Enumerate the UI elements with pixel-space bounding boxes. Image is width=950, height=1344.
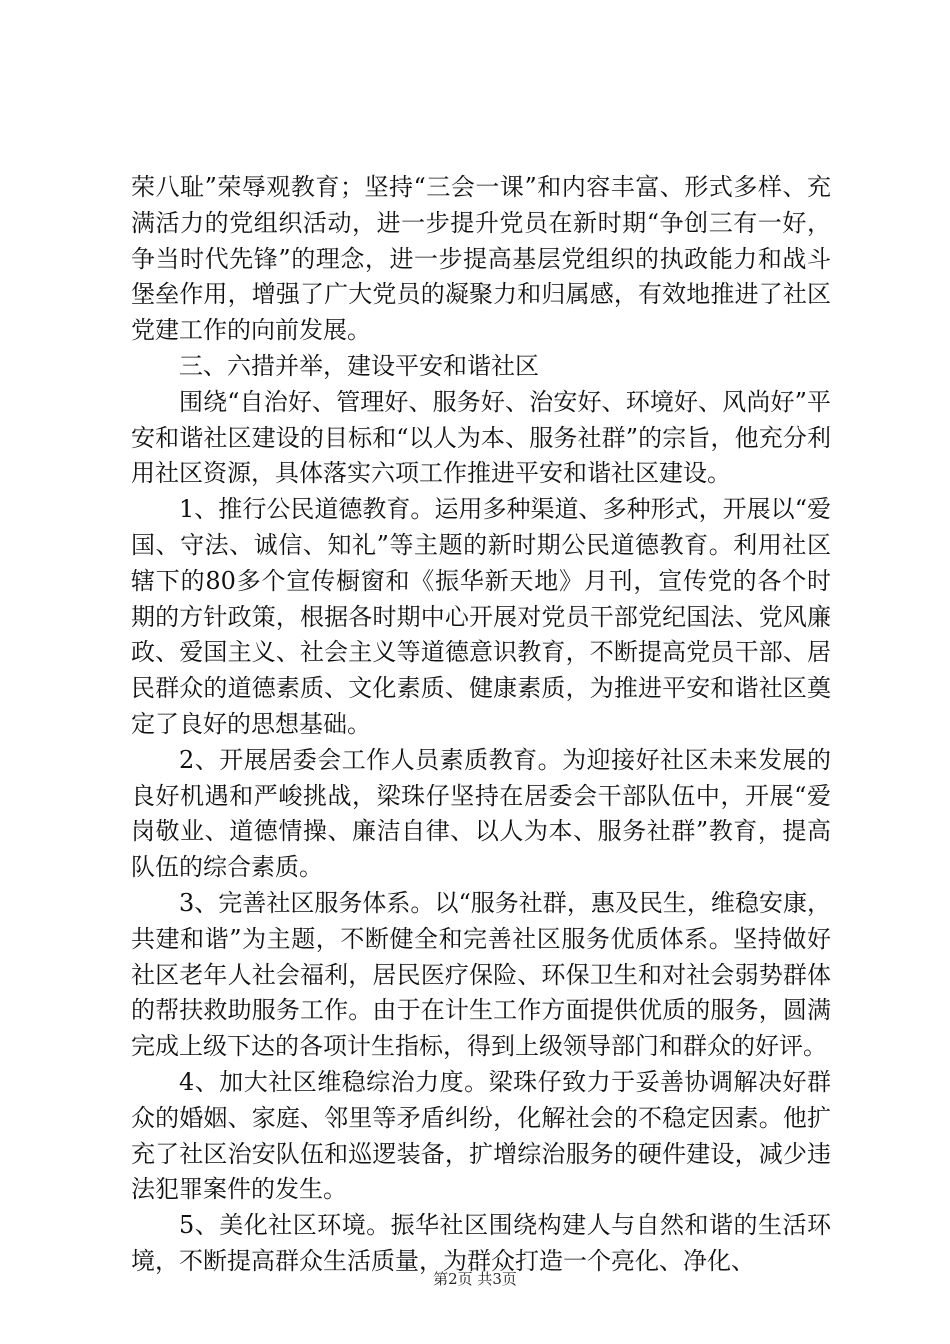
page-number-footer: 第2页 共3页 xyxy=(433,1270,517,1288)
section-heading-3: 三、六措并举，建设平安和谐社区 xyxy=(179,351,539,380)
paragraph-3: 围绕“自治好、管理好、服务好、治安好、环境好、风尚好”平安和谐社区建设的目标和“以人为本、服务社群”的宗旨，他充分利用社区资源，具体落实六项工作推进平安和谐社区建设。 xyxy=(131,387,831,488)
paragraph-item-4: 4、加大社区维稳综治力度。梁珠仔致力于妥善协调解决好群众的婚姻、家庭、邻里等矛盾纠纷，化解社会的不稳定因素。他扩充了社区治安队伍和巡逻装备，扩增综治服务的硬件建设，减少违法犯罪案件的发生。 xyxy=(131,1067,831,1204)
paragraph-item-2: 2、开展居委会工作人员素质教育。为迎接好社区未来发展的良好机遇和严峻挑战，梁珠仔坚持在居委会干部队伍中，开展“爱岗敬业、道德情操、廉洁自律、以人为本、服务社群”教育，提高队伍的综合素质。 xyxy=(131,745,831,882)
paragraph-1: 荣八耻”荣辱观教育；坚持“三会一课”和内容丰富、形式多样、充满活力的党组织活动，进一步提升党员在新时期“争创三有一好，争当时代先锋”的理念，进一步提高基层党组织的执政能力和战斗堡垒作用，增强了广大党员的凝聚力和归属感，有效地推进了社区党建工作的向前发展。 xyxy=(131,173,831,345)
document-body xyxy=(131,170,831,1280)
paragraph-item-5: 5、美化社区环境。振华社区围绕构建人与自然和谐的生活环境，不断提高群众生活质量，为群众打造一个亮化、净化、 xyxy=(131,1211,831,1275)
paragraph-item-1: 1、推行公民道德教育。运用多种渠道、多种形式，开展以“爱国、守法、诚信、知礼”等主题的新时期公民道德教育。利用社区辖下的80多个宣传橱窗和《振华新天地》月刊，宣传党的各个时期的方针政策，根据各时期中心开展对党员干部党纪国法、党风廉政、爱国主义、社会主义等道德意识教育，不断提高党员干部、居民群众的道德素质、文化素质、健康素质，为推进平安和谐社区奠定了良好的思想基础。 xyxy=(131,495,831,738)
paragraph-item-3: 3、完善社区服务体系。以“服务社群，惠及民生，维稳安康，共建和谐”为主题，不断健全和完善社区服务优质体系。坚持做好社区老年人社会福利，居民医疗保险、环保卫生和对社会弱势群体的帮扶救助服务工作。由于在计生工作方面提供优质的服务，圆满完成上级下达的各项计生指标，得到上级领导部门和群众的好评。 xyxy=(131,888,831,1061)
